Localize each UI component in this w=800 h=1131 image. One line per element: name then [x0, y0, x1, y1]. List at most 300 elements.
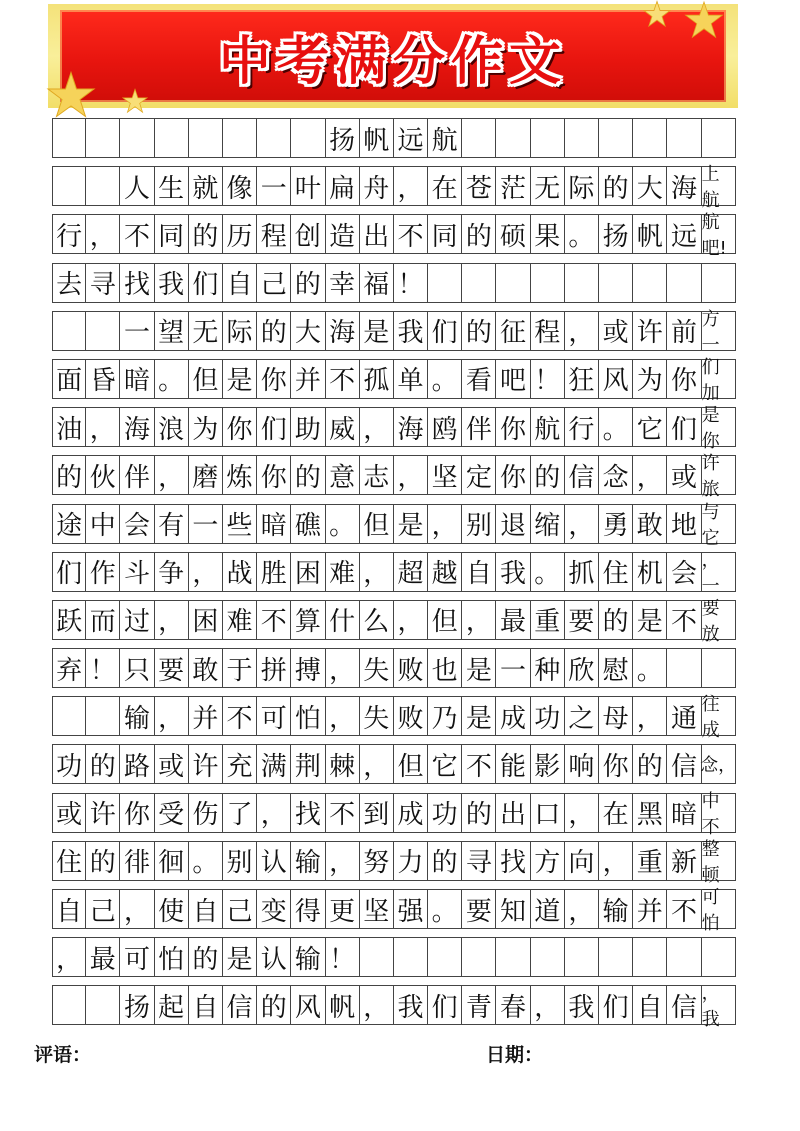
grid-cell: 航	[428, 119, 462, 157]
grid-cell: 己	[86, 890, 120, 928]
grid-cell: 道	[531, 890, 565, 928]
grid-cell	[531, 119, 565, 157]
grid-cell: ，	[360, 745, 394, 783]
grid-cell: 扁	[326, 167, 360, 205]
grid-cell: ，我	[702, 986, 736, 1024]
grid-cell	[565, 264, 599, 302]
grid-cell: 要	[565, 601, 599, 639]
grid-row	[52, 937, 736, 977]
grid-cell: 。	[428, 360, 462, 398]
grid-cell: 青	[462, 986, 496, 1024]
grid-cell: 你	[257, 456, 291, 494]
grid-cell: 。	[599, 408, 633, 446]
grid-cell: 吧	[496, 360, 530, 398]
grid-cell	[702, 119, 736, 157]
grid-cell: 大	[633, 167, 667, 205]
grid-cell: 礁	[291, 505, 325, 543]
comment-label: 评语：	[34, 1044, 92, 1066]
grid-row	[52, 308, 736, 356]
grid-cell: 春	[496, 986, 530, 1024]
grid-cell: 你	[496, 408, 530, 446]
grid-cell: ，	[86, 408, 120, 446]
grid-cell	[667, 264, 701, 302]
grid-cell: 于	[223, 649, 257, 687]
grid-cell: ，	[633, 697, 667, 735]
grid-cell: 退	[496, 505, 530, 543]
grid-cell: 响	[565, 745, 599, 783]
grid-cell: ！	[86, 649, 120, 687]
grid-cell: ，	[257, 794, 291, 832]
grid-cell: ，	[565, 312, 599, 350]
grid-cell: 强	[394, 890, 428, 928]
grid-cell: ，	[462, 601, 496, 639]
grid-cell: 向	[565, 842, 599, 880]
grid-cell: 的	[52, 456, 86, 494]
grid-cell: 过	[120, 601, 154, 639]
grid-cell: ，	[155, 601, 189, 639]
grid-cell: 定	[462, 456, 496, 494]
grid-cell: 念	[599, 456, 633, 494]
essay-grid	[52, 118, 736, 1034]
grid-cell: 扬	[120, 986, 154, 1024]
grid-row	[52, 597, 736, 645]
grid-cell: 狂	[565, 360, 599, 398]
grid-cell: 影	[531, 745, 565, 783]
grid-row	[52, 212, 736, 260]
grid-cell: 帆	[326, 986, 360, 1024]
grid-cell: 单	[394, 360, 428, 398]
grid-cell: 不	[462, 745, 496, 783]
grid-cell	[667, 649, 701, 687]
grid-cell: 通	[667, 697, 701, 735]
grid-cell	[86, 697, 120, 735]
grid-cell: 住	[599, 553, 633, 591]
grid-cell: ！	[394, 264, 428, 302]
grid-cell: 的	[257, 312, 291, 350]
grid-cell: 的	[291, 264, 325, 302]
grid-cell: 们	[189, 264, 223, 302]
grid-cell: 航吧!	[702, 215, 736, 253]
grid-cell: ，	[394, 456, 428, 494]
grid-cell: 变	[257, 890, 291, 928]
grid-cell: 无	[189, 312, 223, 350]
grid-cell: 寻	[86, 264, 120, 302]
grid-cell: 风	[599, 360, 633, 398]
grid-cell: 但	[428, 601, 462, 639]
grid-cell: 么	[360, 601, 394, 639]
grid-cell	[702, 649, 736, 687]
grid-cell: 人	[120, 167, 154, 205]
grid-cell: 浪	[155, 408, 189, 446]
star-icon-right	[676, 0, 732, 40]
grid-cell: ，	[428, 505, 462, 543]
grid-cell: 是	[462, 697, 496, 735]
grid-cell: 是	[633, 601, 667, 639]
grid-cell: 或	[52, 794, 86, 832]
grid-cell: 出	[360, 215, 394, 253]
grid-cell: 你	[496, 456, 530, 494]
grid-cell: 或	[599, 312, 633, 350]
grid-cell: 满	[257, 745, 291, 783]
grid-cell: ！	[531, 360, 565, 398]
grid-cell	[599, 938, 633, 976]
grid-cell	[633, 264, 667, 302]
grid-cell	[667, 119, 701, 157]
grid-cell: ，	[360, 553, 394, 591]
grid-cell: 前	[667, 312, 701, 350]
grid-cell: 的	[189, 938, 223, 976]
grid-cell: 它	[428, 745, 462, 783]
grid-cell: 航	[531, 408, 565, 446]
grid-cell: 难	[326, 553, 360, 591]
grid-cell: 幸	[326, 264, 360, 302]
grid-cell: 出	[496, 794, 530, 832]
grid-cell: 一	[189, 505, 223, 543]
grid-row	[52, 263, 736, 303]
grid-cell	[360, 938, 394, 976]
grid-cell: 伙	[86, 456, 120, 494]
grid-cell	[531, 264, 565, 302]
grid-cell: 重	[531, 601, 565, 639]
grid-cell: 失	[360, 649, 394, 687]
grid-cell: 们	[52, 553, 86, 591]
grid-cell: 去	[52, 264, 86, 302]
grid-cell	[496, 938, 530, 976]
grid-cell: 许旅	[702, 456, 736, 494]
grid-cell: 功	[428, 794, 462, 832]
grid-cell: ，	[326, 649, 360, 687]
grid-cell: 硕	[496, 215, 530, 253]
grid-cell: 困	[189, 601, 223, 639]
grid-row	[52, 356, 736, 404]
grid-cell: 棘	[326, 745, 360, 783]
grid-cell: 们	[599, 986, 633, 1024]
grid-cell: 大	[291, 312, 325, 350]
grid-cell: 的	[633, 745, 667, 783]
grid-cell: 了	[223, 794, 257, 832]
grid-cell: 风	[291, 986, 325, 1024]
grid-cell: 行	[565, 408, 599, 446]
grid-cell: 无	[531, 167, 565, 205]
grid-cell: 威	[326, 408, 360, 446]
grid-cell: 最	[86, 938, 120, 976]
grid-cell: 方一	[702, 312, 736, 350]
grid-cell: 越	[428, 553, 462, 591]
grid-cell: 找	[120, 264, 154, 302]
grid-cell: 苍	[462, 167, 496, 205]
grid-cell: ，	[155, 697, 189, 735]
grid-cell: 不	[257, 601, 291, 639]
grid-cell: 同	[155, 215, 189, 253]
grid-cell: 而	[86, 601, 120, 639]
grid-cell: 输	[291, 842, 325, 880]
grid-cell: 海	[667, 167, 701, 205]
grid-cell	[428, 938, 462, 976]
grid-cell: 海	[394, 408, 428, 446]
grid-cell: 信	[223, 986, 257, 1024]
grid-cell: 自	[189, 986, 223, 1024]
grid-cell: 认	[257, 842, 291, 880]
grid-cell	[599, 264, 633, 302]
grid-row	[52, 549, 736, 597]
grid-cell: 成	[394, 794, 428, 832]
grid-cell: 行	[52, 215, 86, 253]
grid-cell: 是	[360, 312, 394, 350]
grid-cell: 自	[223, 264, 257, 302]
grid-cell: 受	[155, 794, 189, 832]
grid-cell: ！	[326, 938, 360, 976]
grid-cell: 乃	[428, 697, 462, 735]
grid-cell: 。	[326, 505, 360, 543]
grid-cell: 是	[223, 360, 257, 398]
grid-cell: 并	[189, 697, 223, 735]
grid-cell	[462, 119, 496, 157]
grid-row	[52, 164, 736, 212]
grid-cell: 己	[257, 264, 291, 302]
grid-cell: 信	[565, 456, 599, 494]
grid-cell: 些	[223, 505, 257, 543]
grid-cell: 但	[360, 505, 394, 543]
grid-cell: 败	[394, 697, 428, 735]
grid-cell: 帆	[633, 215, 667, 253]
grid-cell: 孤	[360, 360, 394, 398]
grid-cell: 可	[120, 938, 154, 976]
grid-cell: 争	[155, 553, 189, 591]
grid-cell: 弃	[52, 649, 86, 687]
grid-cell: 缩	[531, 505, 565, 543]
grid-cell: 自	[633, 986, 667, 1024]
grid-cell: 是	[462, 649, 496, 687]
grid-cell: 我	[155, 264, 189, 302]
grid-cell: 我	[394, 312, 428, 350]
grid-cell	[565, 119, 599, 157]
grid-cell: 别	[462, 505, 496, 543]
grid-cell: 我	[496, 553, 530, 591]
grid-cell: 搏	[291, 649, 325, 687]
grid-cell: ，	[326, 842, 360, 880]
grid-cell	[155, 119, 189, 157]
grid-cell: 自	[52, 890, 86, 928]
grid-cell: ，	[360, 408, 394, 446]
grid-row	[52, 405, 736, 453]
grid-cell: 的	[291, 456, 325, 494]
grid-cell: 中不	[702, 794, 736, 832]
grid-cell: 伴	[462, 408, 496, 446]
grid-cell: 。	[155, 360, 189, 398]
grid-row	[52, 501, 736, 549]
grid-cell: ，	[633, 456, 667, 494]
grid-cell: 。	[189, 842, 223, 880]
grid-cell: 找	[291, 794, 325, 832]
grid-cell: 但	[189, 360, 223, 398]
grid-cell: 的	[257, 986, 291, 1024]
grid-cell: 荆	[291, 745, 325, 783]
grid-cell: 住	[52, 842, 86, 880]
grid-cell: 机	[633, 553, 667, 591]
grid-cell: 要	[462, 890, 496, 928]
grid-cell: 有	[155, 505, 189, 543]
grid-cell: 更	[326, 890, 360, 928]
grid-row	[52, 790, 736, 838]
grid-cell: 的	[531, 456, 565, 494]
grid-cell: 上航	[702, 167, 736, 205]
grid-cell: 你	[257, 360, 291, 398]
star-icon-small-right	[640, 0, 674, 28]
grid-cell: 认	[257, 938, 291, 976]
grid-cell: 鸥	[428, 408, 462, 446]
grid-cell: ，	[394, 167, 428, 205]
grid-cell: 意	[326, 456, 360, 494]
grid-cell	[496, 119, 530, 157]
grid-cell	[702, 264, 736, 302]
grid-row	[52, 983, 736, 1031]
grid-cell: 功	[52, 745, 86, 783]
grid-cell: 的	[86, 842, 120, 880]
grid-cell: 磨	[189, 456, 223, 494]
grid-cell: 不	[120, 215, 154, 253]
grid-cell: 可	[257, 697, 291, 735]
grid-cell	[428, 264, 462, 302]
grid-cell: 方	[531, 842, 565, 880]
grid-cell	[565, 938, 599, 976]
grid-cell	[462, 264, 496, 302]
grid-cell: ，	[531, 986, 565, 1024]
grid-cell: 征	[496, 312, 530, 350]
grid-cell: 难	[223, 601, 257, 639]
grid-cell: 暗	[667, 794, 701, 832]
grid-cell: 的	[86, 745, 120, 783]
grid-cell: 或	[667, 456, 701, 494]
grid-cell: 我	[394, 986, 428, 1024]
grid-cell: 暗	[257, 505, 291, 543]
grid-cell: 造	[326, 215, 360, 253]
grid-cell: 为	[633, 360, 667, 398]
grid-cell: 找	[496, 842, 530, 880]
grid-cell: 口	[531, 794, 565, 832]
grid-cell: 往成	[702, 697, 736, 735]
grid-cell: 信	[667, 986, 701, 1024]
grid-cell: 跃	[52, 601, 86, 639]
grid-cell: 你	[120, 794, 154, 832]
grid-cell: 它	[633, 408, 667, 446]
grid-row	[52, 887, 736, 934]
grid-cell: 一	[120, 312, 154, 350]
grid-cell: 并	[633, 890, 667, 928]
grid-cell: 远	[394, 119, 428, 157]
date-label: 日期：	[486, 1044, 544, 1066]
grid-cell: 的	[189, 215, 223, 253]
grid-cell	[52, 986, 86, 1024]
grid-cell: 。	[531, 553, 565, 591]
grid-cell: 际	[223, 312, 257, 350]
grid-cell: ，	[565, 794, 599, 832]
grid-cell: 许	[86, 794, 120, 832]
grid-cell: 也	[428, 649, 462, 687]
grid-cell: 与它	[702, 505, 736, 543]
grid-cell: 志	[360, 456, 394, 494]
grid-cell: 或	[155, 745, 189, 783]
grid-cell: ，	[360, 986, 394, 1024]
grid-cell: 看	[462, 360, 496, 398]
grid-cell: 海	[120, 408, 154, 446]
grid-cell: 油	[52, 408, 86, 446]
grid-cell: 斗	[120, 553, 154, 591]
title-banner	[48, 4, 738, 108]
grid-cell: 暗	[120, 360, 154, 398]
grid-cell: 徘	[120, 842, 154, 880]
grid-cell: 力	[394, 842, 428, 880]
grid-cell	[52, 312, 86, 350]
grid-cell	[633, 938, 667, 976]
grid-cell: 伤	[189, 794, 223, 832]
grid-cell	[462, 938, 496, 976]
banner-title: 中考满分作文	[218, 31, 567, 92]
grid-cell: 为	[189, 408, 223, 446]
grid-row	[52, 453, 736, 501]
grid-cell: 起	[155, 986, 189, 1024]
grid-cell: 舟	[360, 167, 394, 205]
grid-cell	[531, 938, 565, 976]
grid-cell	[223, 119, 257, 157]
grid-cell: 怕	[291, 697, 325, 735]
grid-cell: 就	[189, 167, 223, 205]
grid-cell: 历	[223, 215, 257, 253]
grid-cell: ，	[52, 938, 86, 976]
grid-cell: 可怕	[702, 890, 736, 928]
grid-cell: 慰	[599, 649, 633, 687]
grid-cell: 不	[394, 215, 428, 253]
banner-red-panel	[60, 10, 726, 102]
grid-cell: 是你	[702, 408, 736, 446]
grid-cell: ，	[189, 553, 223, 591]
grid-cell	[257, 119, 291, 157]
grid-cell: 敢	[189, 649, 223, 687]
grid-cell: 坚	[360, 890, 394, 928]
grid-cell: 远	[667, 215, 701, 253]
grid-cell: 扬	[599, 215, 633, 253]
grid-cell: 整顿	[702, 842, 736, 880]
grid-cell: 同	[428, 215, 462, 253]
grid-cell: 助	[291, 408, 325, 446]
grid-cell: 并	[291, 360, 325, 398]
grid-cell: 昏	[86, 360, 120, 398]
grid-cell	[496, 264, 530, 302]
grid-cell	[52, 119, 86, 157]
grid-row	[52, 838, 736, 886]
grid-cell: 输	[291, 938, 325, 976]
grid-cell: 你	[599, 745, 633, 783]
grid-cell: 能	[496, 745, 530, 783]
grid-cell: 败	[394, 649, 428, 687]
grid-cell: 。	[428, 890, 462, 928]
grid-cell: 一	[257, 167, 291, 205]
grid-cell: 充	[223, 745, 257, 783]
grid-cell	[86, 986, 120, 1024]
grid-cell	[633, 119, 667, 157]
grid-cell: ，	[120, 890, 154, 928]
grid-cell: 福	[360, 264, 394, 302]
grid-cell: 勇	[599, 505, 633, 543]
grid-cell: 们	[257, 408, 291, 446]
grid-cell	[120, 119, 154, 157]
grid-cell	[86, 167, 120, 205]
grid-cell: 们	[428, 312, 462, 350]
grid-cell: 成	[496, 697, 530, 735]
grid-cell: 海	[326, 312, 360, 350]
grid-cell: 努	[360, 842, 394, 880]
grid-cell: 困	[291, 553, 325, 591]
grid-cell: 要	[155, 649, 189, 687]
